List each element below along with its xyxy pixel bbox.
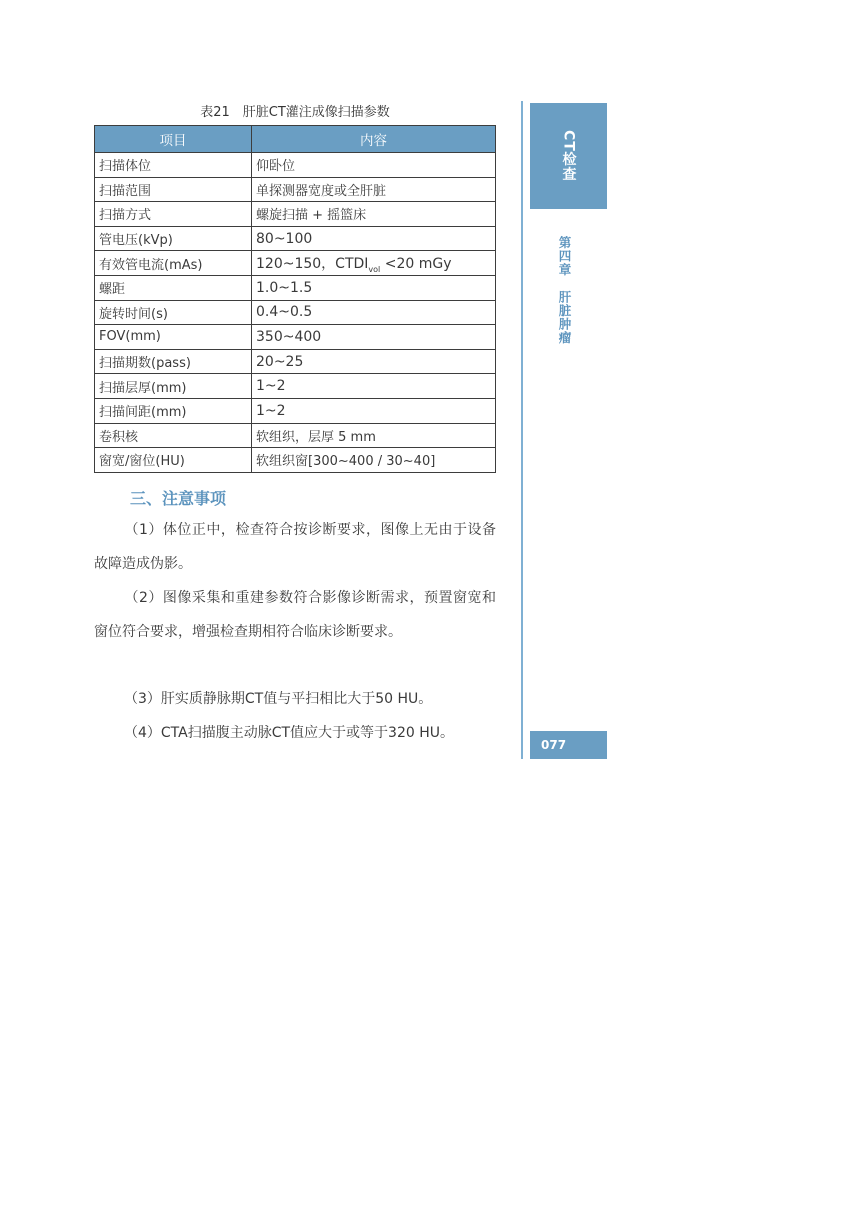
row-item: 扫描期数(pass) — [95, 349, 252, 374]
table-row — [95, 202, 496, 227]
paragraph-text: （3）肝实质静脉期CT值与平扫相比大于50 HU。 — [124, 691, 433, 707]
row-content: 20~25 — [252, 349, 496, 374]
row-item: 管电压(kVp) — [95, 226, 252, 251]
row-item: 扫描体位 — [95, 153, 252, 178]
margin-rule — [521, 101, 523, 759]
table-caption: 表21 肝脏CT灌注成像扫描参数 — [200, 105, 390, 120]
row-item: 扫描范围 — [95, 177, 252, 202]
table-row — [95, 423, 496, 448]
row-item: 窗宽/窗位(HU) — [95, 448, 252, 473]
table-row — [95, 349, 496, 374]
row-item: FOV(mm) — [95, 325, 252, 350]
ctdi-suffix: <20 mGy — [380, 255, 452, 272]
header-content: 内容 — [252, 126, 496, 153]
row-item: 螺距 — [95, 275, 252, 300]
row-content: 1.0~1.5 — [252, 275, 496, 300]
paragraph — [94, 513, 496, 581]
row-item: 扫描方式 — [95, 202, 252, 227]
table-header-row — [95, 126, 496, 153]
page-number: 077 — [530, 731, 607, 759]
row-content: 软组织，层厚 5 mm — [252, 423, 496, 448]
paragraph — [94, 716, 496, 750]
row-item: 有效管电流(mAs) — [95, 251, 252, 276]
table-row — [95, 325, 496, 350]
row-content: 单探测器宽度或全肝脏 — [252, 177, 496, 202]
chapter-number: 第四章 — [557, 236, 572, 277]
table-row — [95, 226, 496, 251]
row-item: 扫描间距(mm) — [95, 398, 252, 423]
paragraph-text: （1）体位正中，检查符合按诊断要求，图像上无由于设备故障造成伪影。 — [94, 522, 496, 572]
paragraph-text: （4）CTA扫描腹主动脉CT值应大于或等于320 HU。 — [124, 725, 454, 741]
row-content: 1~2 — [252, 374, 496, 399]
paragraph-text: （2）图像采集和重建参数符合影像诊断需求，预置窗宽和窗位符合要求，增强检查期相符合临床诊断要求。 — [94, 590, 496, 640]
row-item: 卷积核 — [95, 423, 252, 448]
table-row — [95, 275, 496, 300]
row-content: 350~400 — [252, 325, 496, 350]
ctdi-subscript: vol — [368, 264, 381, 274]
table-row — [95, 177, 496, 202]
row-content — [252, 251, 496, 276]
row-content: 0.4~0.5 — [252, 300, 496, 325]
row-item: 扫描层厚(mm) — [95, 374, 252, 399]
scan-parameters-table — [94, 125, 496, 473]
paragraph — [94, 682, 496, 716]
table-row — [95, 448, 496, 473]
paragraph — [94, 581, 496, 649]
chapter-tab-label: CT检查 — [560, 130, 577, 182]
row-content: 软组织窗[300~400 / 30~40] — [252, 448, 496, 473]
chapter-tab — [530, 103, 607, 209]
table-row — [95, 398, 496, 423]
chapter-title: 肝脏肿瘤 — [557, 290, 572, 345]
ctdi-prefix: 120~150，CTDI — [256, 255, 369, 272]
row-content: 1~2 — [252, 398, 496, 423]
chapter-heading — [555, 236, 573, 345]
table-row — [95, 374, 496, 399]
row-content: 螺旋扫描 + 摇篮床 — [252, 202, 496, 227]
row-content: 仰卧位 — [252, 153, 496, 178]
table-row — [95, 251, 496, 276]
table-row — [95, 300, 496, 325]
header-item: 项目 — [95, 126, 252, 153]
row-item: 旋转时间(s) — [95, 300, 252, 325]
table-row — [95, 153, 496, 178]
row-content: 80~100 — [252, 226, 496, 251]
section-heading: 三、注意事项 — [130, 489, 227, 508]
